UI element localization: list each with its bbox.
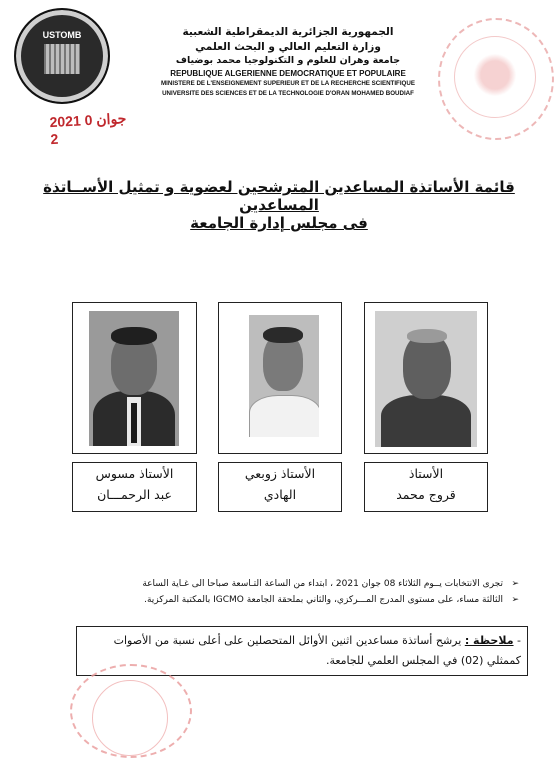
candidate-photo: [89, 311, 179, 446]
candidate-title-surname: الأستاذ زوبعي: [244, 466, 316, 481]
arrow-bullet-icon: ➢: [511, 579, 519, 589]
header-arabic-university: جامعة وهران للعلوم و التكنولوجيا محمد بوضياف: [175, 55, 401, 66]
candidate-photo: [249, 315, 319, 437]
seal-text: USTOMB: [42, 30, 82, 40]
bullet-text: الثالثة مساء، على مستوى المدرج المـــركزي، والثاني بملحقة الجامعة IGCMO بالمكتبة المركزية.: [144, 595, 503, 605]
bullet-item: [29, 594, 519, 607]
candidate-title-surname: الأستاذ: [408, 466, 444, 481]
note-content: - ملاحظة : يرشح أساتذة مساعدين اثنين الأوائل المتحصلين على أعلى نسبة من الأصوات كممثلي (02) في المجلس العلمي للجامعة.: [113, 634, 521, 667]
candidate-name-box: [72, 462, 197, 512]
candidate-photo-frame: [364, 302, 488, 454]
candidate-photo-frame: [72, 302, 197, 454]
header-french-ministry: MINISTERE DE L'ENSEIGNEMENT SUPERIEUR ET DE LA RECHERCHE SCIENTIFIQUE: [161, 80, 415, 87]
bullet-item: [29, 578, 519, 591]
candidate-first-name: الهادي: [263, 487, 297, 502]
candidate-photo: [375, 311, 477, 447]
header-french-university: UNIVERSITE DES SCIENCES ET DE LA TECHNOLOGIE D'ORAN MOHAMED BOUDIAF: [162, 90, 414, 97]
header-arabic-republic: الجمهورية الجزائرية الديمقراطية الشعبية: [182, 26, 394, 38]
note-text: يرشح أساتذة مساعدين اثنين الأوائل المتحصلين على أعلى نسبة من الأصوات كممثلي (02) في المجلس العلمي للجامعة.: [113, 634, 521, 667]
header-arabic-ministry: وزارة التعليم العالي و البحث العلمي: [195, 41, 381, 53]
arrow-bullet-icon: ➢: [511, 595, 519, 605]
official-stamp-top-right: [438, 18, 554, 140]
candidate-name-box: [364, 462, 488, 512]
candidate-first-name: قروج محمد: [396, 487, 456, 502]
date-stamp: 2021 جوان 0 2: [49, 110, 127, 148]
document-title: قائمة الأساتذة المساعدين المترشحين لعضوية و تمثيل الأســاتذة المساعدين: [43, 178, 515, 214]
header-french-republic: REPUBLIQUE ALGERIENNE DEMOCRATIQUE ET POPULAIRE: [170, 69, 406, 78]
note-label: ملاحظة :: [464, 634, 514, 647]
seal-building-icon: [44, 44, 80, 74]
official-stamp-bottom-left: [70, 664, 192, 758]
candidate-name-box: [218, 462, 342, 512]
candidate-first-name: عبد الرحمـــان: [97, 487, 172, 502]
document-subtitle: فى مجلس إدارة الجامعة: [190, 214, 368, 232]
bullet-text: تجرى الانتخابات يــوم الثلاثاء 08 جوان 2021 ، ابتداء من الساعة التـاسعة صباحا الى غـاية الساعة: [142, 579, 503, 589]
candidate-photo-frame: [218, 302, 342, 454]
candidate-title-surname: الأستاذ مسوس: [95, 466, 174, 481]
